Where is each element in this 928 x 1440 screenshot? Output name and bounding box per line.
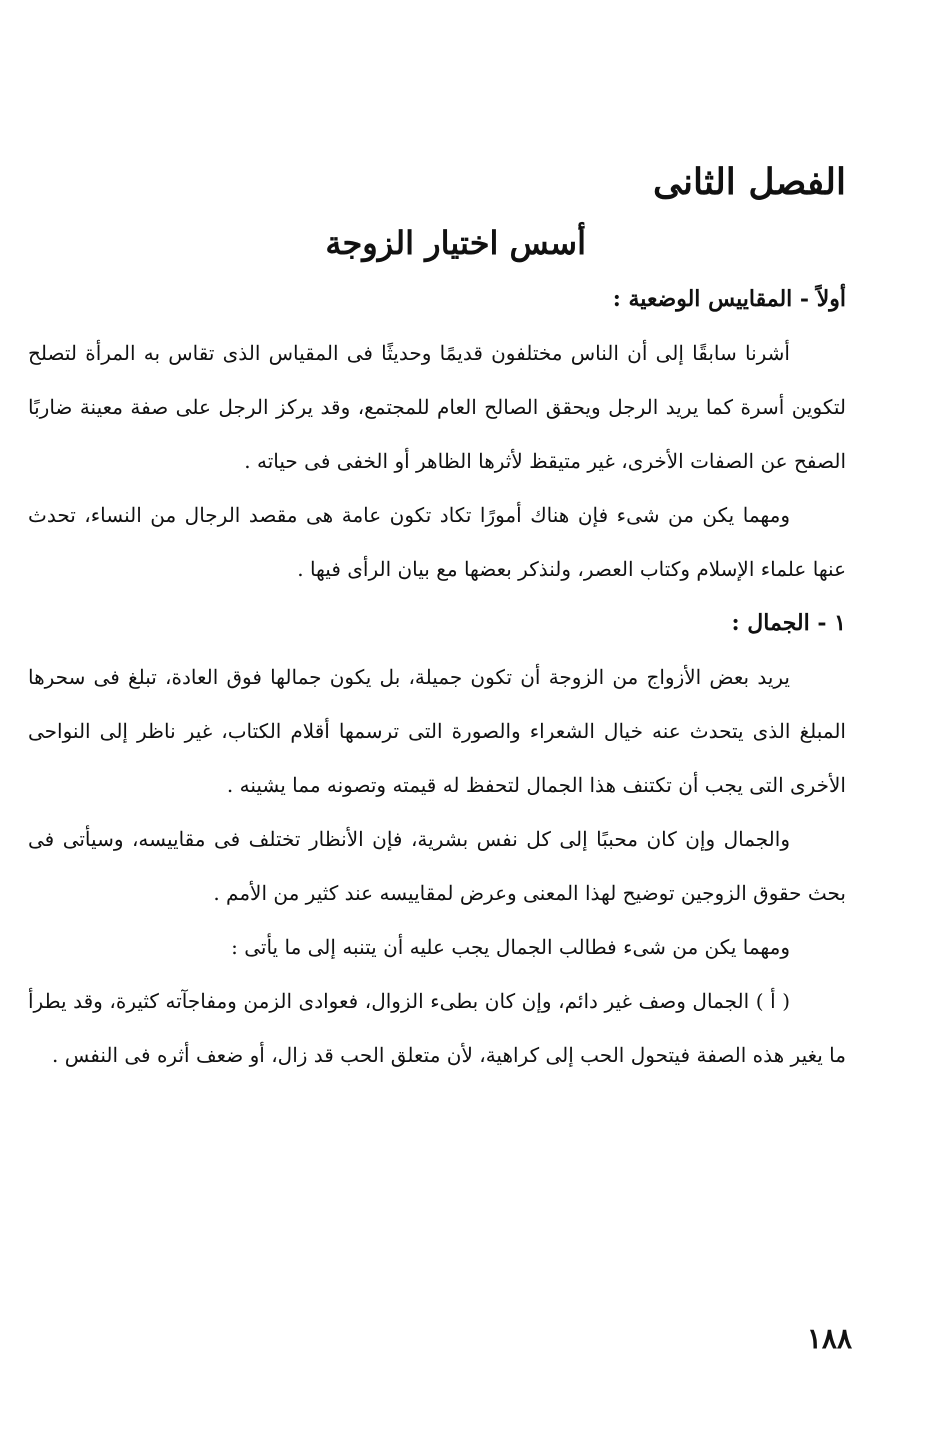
chapter-subtitle: أسس اختيار الزوجة: [325, 224, 586, 262]
paragraph: ( أ ) الجمال وصف غير دائم، وإن كان بطىء الزوال، فعوادى الزمن ومفاجآته كثيرة، وقد يطرأ ما يغير هذه الصفة فيتحول الحب إلى كراهية، لأن متعلق الحب قد زال، أو ضعف أثره فى النفس .: [28, 989, 846, 1067]
page-number: ١٨٨: [806, 1322, 852, 1355]
chapter-title: الفصل الثانى: [652, 161, 846, 203]
section-heading: أولاً - المقاييس الوضعية :: [612, 286, 846, 312]
paragraph: ومهما يكن من شىء فإن هناك أمورًا تكاد تكون عامة هى مقصد الرجال من النساء، تحدث عنها علماء الإسلام وكتاب العصر، ولنذكر بعضها مع بيان الرأى فيها .: [28, 503, 846, 581]
paragraph: أشرنا سابقًا إلى أن الناس مختلفون قديمًا وحديثًا فى المقياس الذى تقاس به المرأة لتصلح لتكوين أسرة كما يريد الرجل ويحقق الصالح العام للمجتمع، وقد يركز الرجل على صفة معينة ضاربًا الصفح عن الصفات الأخرى، غير متيقظ لأثرها الظاهر أو الخفى فى حياته .: [28, 341, 847, 473]
paragraph: يريد بعض الأزواج من الزوجة أن تكون جميلة، بل يكون جمالها فوق العادة، تبلغ فى سحرها المبلغ الذى يتحدث عنه خيال الشعراء والصورة التى ترسمها أقلام الكتاب، غير ناظر إلى النواحى الأخرى التى يجب أن تكتنف هذا الجمال لتحفظ له قيمته وتصونه مما يشينه .: [28, 665, 846, 797]
paragraph: والجمال وإن كان محببًا إلى كل نفس بشرية، فإن الأنظار تختلف فى مقاييسه، وسيأتى فى بحث حقوق الزوجين توضيح لهذا المعنى وعرض لمقاييسه عند كثير من الأمم .: [28, 827, 846, 905]
subheading-beauty: ١ - الجمال :: [731, 610, 846, 636]
paragraph: ومهما يكن من شىء فطالب الجمال يجب عليه أن يتنبه إلى ما يأتى :: [231, 935, 790, 959]
page-body: [28, 150, 846, 1082]
